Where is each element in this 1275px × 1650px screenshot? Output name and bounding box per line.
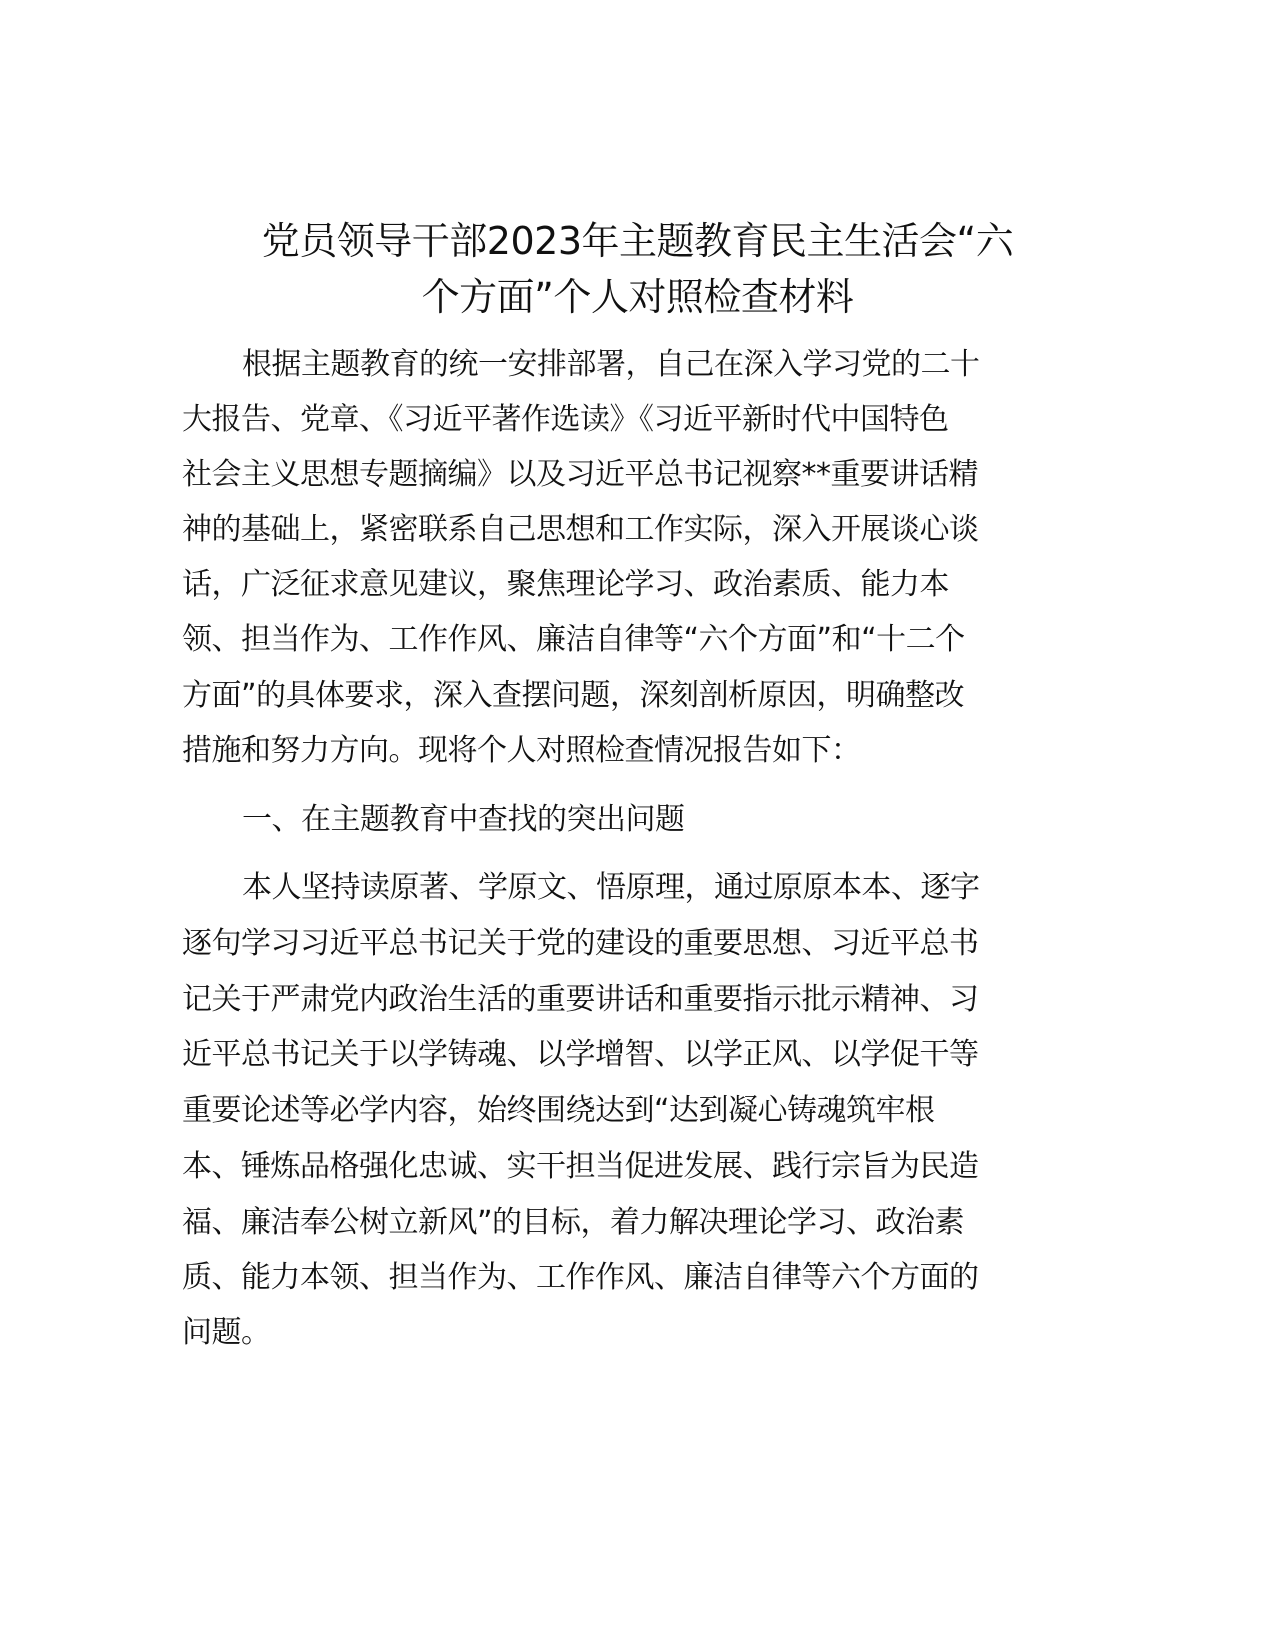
text-line: 本人坚持读原著、学原文、悟原理，通过原原本本、逐字 bbox=[242, 870, 980, 905]
document-title bbox=[150, 213, 1125, 325]
text-line: 根据主题教育的统一安排部署，自己在深入学习党的二十 bbox=[242, 347, 980, 382]
text-line: 大报告、党章、《习近平著作选读》《习近平新时代中国特色 bbox=[182, 402, 949, 437]
text-line: 重要论述等必学内容，始终围绕达到“达到凝心铸魂筑牢根 bbox=[182, 1093, 935, 1128]
title-line-1: 党员领导干部2023年主题教育民主生活会“六 bbox=[261, 219, 1014, 263]
text-line: 神的基础上，紧密联系自己思想和工作实际，深入开展谈心谈 bbox=[182, 512, 979, 547]
text-line: 质、能力本领、担当作为、工作作风、廉洁自律等六个方面的 bbox=[182, 1260, 979, 1295]
text-line: 社会主义思想专题摘编》以及习近平总书记视察**重要讲话精 bbox=[182, 457, 978, 492]
text-line: 问题。 bbox=[182, 1315, 271, 1350]
text-line: 近平总书记关于以学铸魂、以学增智、以学正风、以学促干等 bbox=[182, 1037, 979, 1072]
text-line: 方面”的具体要求，深入查摆问题，深刻剖析原因，明确整改 bbox=[182, 678, 965, 713]
section-heading-text: 一、在主题教育中查找的突出问题 bbox=[242, 802, 685, 837]
text-line: 福、廉洁奉公树立新风”的目标，着力解决理论学习、政治素 bbox=[182, 1205, 965, 1240]
text-line: 本、锤炼品格强化忠诚、实干担当促进发展、践行宗旨为民造 bbox=[182, 1149, 979, 1184]
text-line: 领、担当作为、工作作风、廉洁自律等“六个方面”和“十二个 bbox=[182, 622, 965, 657]
text-line: 逐句学习习近平总书记关于党的建设的重要思想、习近平总书 bbox=[182, 926, 979, 961]
text-line: 措施和努力方向。现将个人对照检查情况报告如下： bbox=[182, 733, 861, 768]
text-line: 话，广泛征求意见建议，聚焦理论学习、政治素质、能力本 bbox=[182, 567, 949, 602]
text-line: 记关于严肃党内政治生活的重要讲话和重要指示批示精神、习 bbox=[182, 982, 979, 1017]
title-line-2: 个方面”个人对照检查材料 bbox=[421, 275, 854, 319]
